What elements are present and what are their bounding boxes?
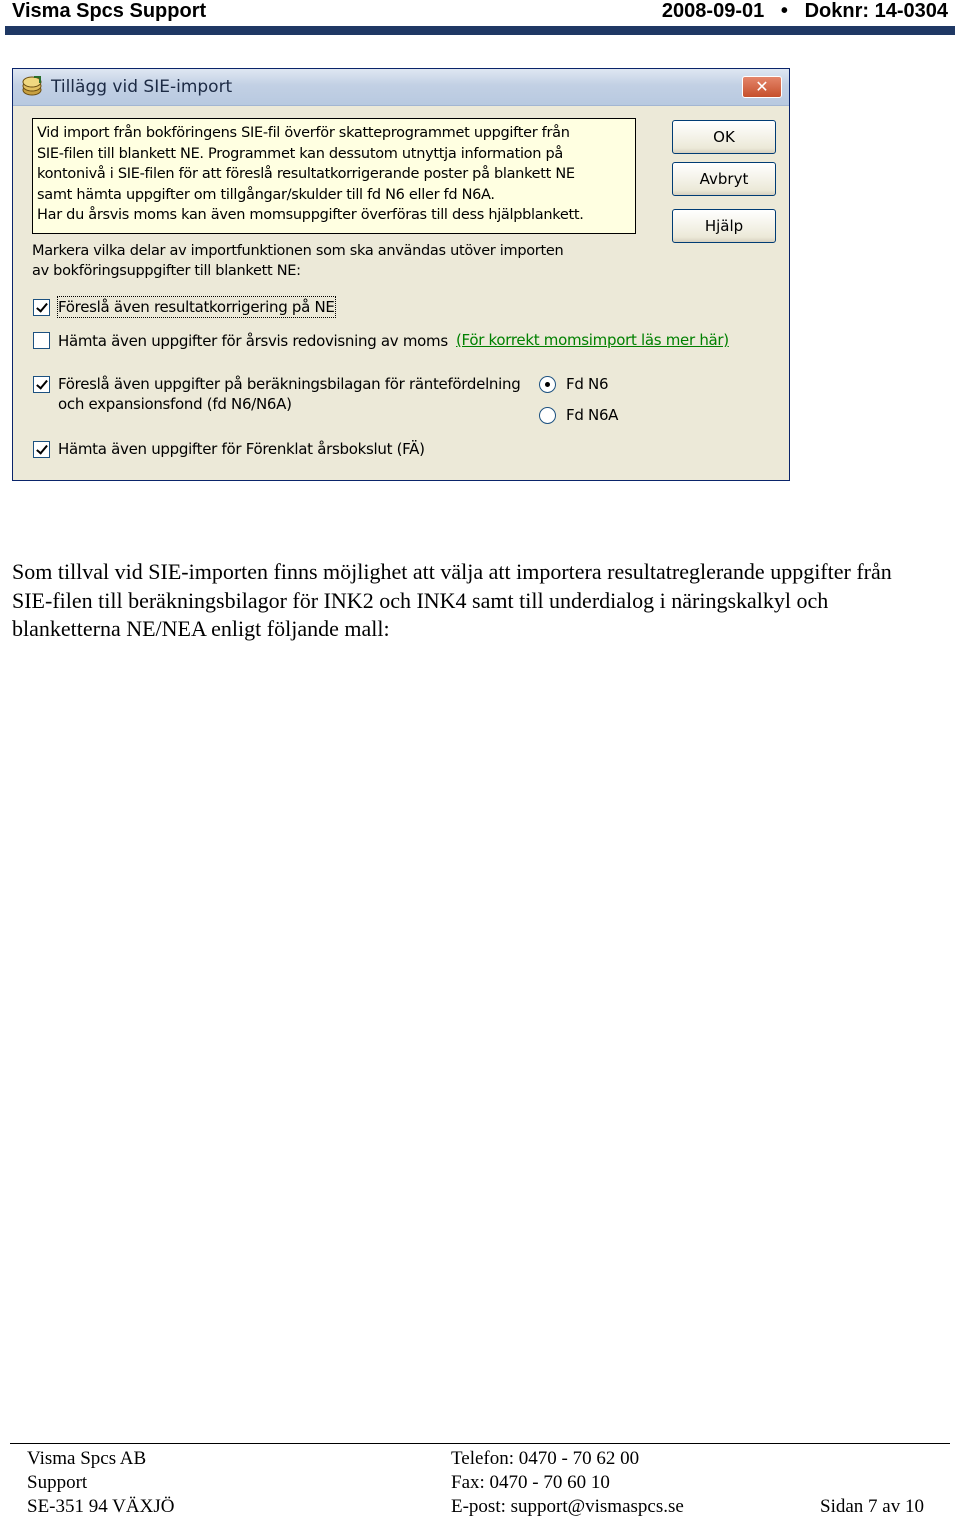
cancel-button[interactable]: Avbryt (672, 162, 776, 196)
dialog-client (13, 106, 789, 480)
label-fd-n6a[interactable]: Fd N6A (566, 406, 619, 424)
footer-company: Visma Spcs AB (27, 1448, 147, 1469)
footer-page-number: Sidan 7 av 10 (820, 1496, 924, 1517)
label-interest-allocation[interactable]: Föreslå även uppgifter på beräkningsbilagan för räntefördelning och expansionsfond (fd N6/N6A) (58, 375, 521, 413)
ok-button[interactable]: OK (672, 120, 776, 154)
info-line: Har du årsvis moms kan även momsuppgifter överföras till dess hjälpblankett. (37, 207, 584, 223)
sie-import-dialog (12, 68, 790, 481)
label-simplified-closing[interactable]: Hämta även uppgifter för Förenklat årsbokslut (FÄ) (58, 440, 425, 458)
dialog-title: Tillägg vid SIE-import (51, 77, 233, 97)
close-button[interactable] (742, 76, 782, 98)
info-line: kontonivå i SIE-filen för att föreslå resultatkorrigerande poster på blankett NE (37, 166, 575, 182)
checkbox-interest-allocation[interactable] (33, 376, 50, 393)
header-rule (5, 26, 955, 35)
body-paragraph: Som tillval vid SIE-importen finns möjlighet att välja att importera resultatreglerande uppgifter från SIE-filen till beräkningsbilagor för INK2 och INK4 samt till underdialog i näringskalkyl och blanketterna NE/NEA enligt följande mall: (12, 559, 892, 641)
info-box (32, 118, 636, 234)
checkbox-yearly-vat[interactable] (33, 332, 50, 349)
label-yearly-vat[interactable]: Hämta även uppgifter för årsvis redovisning av moms (58, 332, 448, 350)
label-fd-n6[interactable]: Fd N6 (566, 375, 609, 393)
footer-phone: Telefon: 0470 - 70 62 00 (451, 1448, 640, 1469)
footer-department: Support (27, 1472, 88, 1493)
footer-fax: Fax: 0470 - 70 60 10 (451, 1472, 610, 1493)
header-separator: • (780, 0, 788, 22)
header-doc-number: Doknr: 14-0304 (804, 0, 948, 22)
info-line: SIE-filen till blankett NE. Programmet kan dessutom utnyttja information på (37, 145, 563, 162)
app-icon (21, 75, 43, 97)
info-line: samt hämta uppgifter om tillgångar/skulder till fd N6 eller fd N6A. (37, 186, 495, 203)
header-meta (662, 0, 948, 22)
vat-info-link[interactable]: (För korrekt momsimport läs mer här) (456, 331, 729, 349)
header-company: Visma Spcs Support (12, 0, 207, 22)
footer-address: SE-351 94 VÄXJÖ (27, 1496, 175, 1517)
label-result-correction[interactable]: Föreslå även resultatkorrigering på NE (58, 298, 335, 316)
header-date: 2008-09-01 (661, 0, 765, 22)
radio-fd-n6[interactable] (539, 376, 556, 393)
instruction-text: Markera vilka delar av importfunktionen som ska användas utöver importen av bokföringsuppgifter till blankett NE: (32, 243, 564, 279)
close-icon: ✕ (755, 77, 769, 96)
checkbox-result-correction[interactable] (33, 299, 50, 316)
dialog-titlebar (13, 69, 789, 106)
footer-rule (10, 1443, 950, 1444)
radio-fd-n6a[interactable] (539, 407, 556, 424)
help-button[interactable]: Hjälp (672, 209, 776, 243)
info-line: Vid import från bokföringens SIE-fil överför skatteprogrammet uppgifter från (37, 125, 570, 141)
checkbox-simplified-closing[interactable] (33, 441, 50, 458)
footer-email: E-post: support@vismaspcs.se (451, 1496, 684, 1517)
